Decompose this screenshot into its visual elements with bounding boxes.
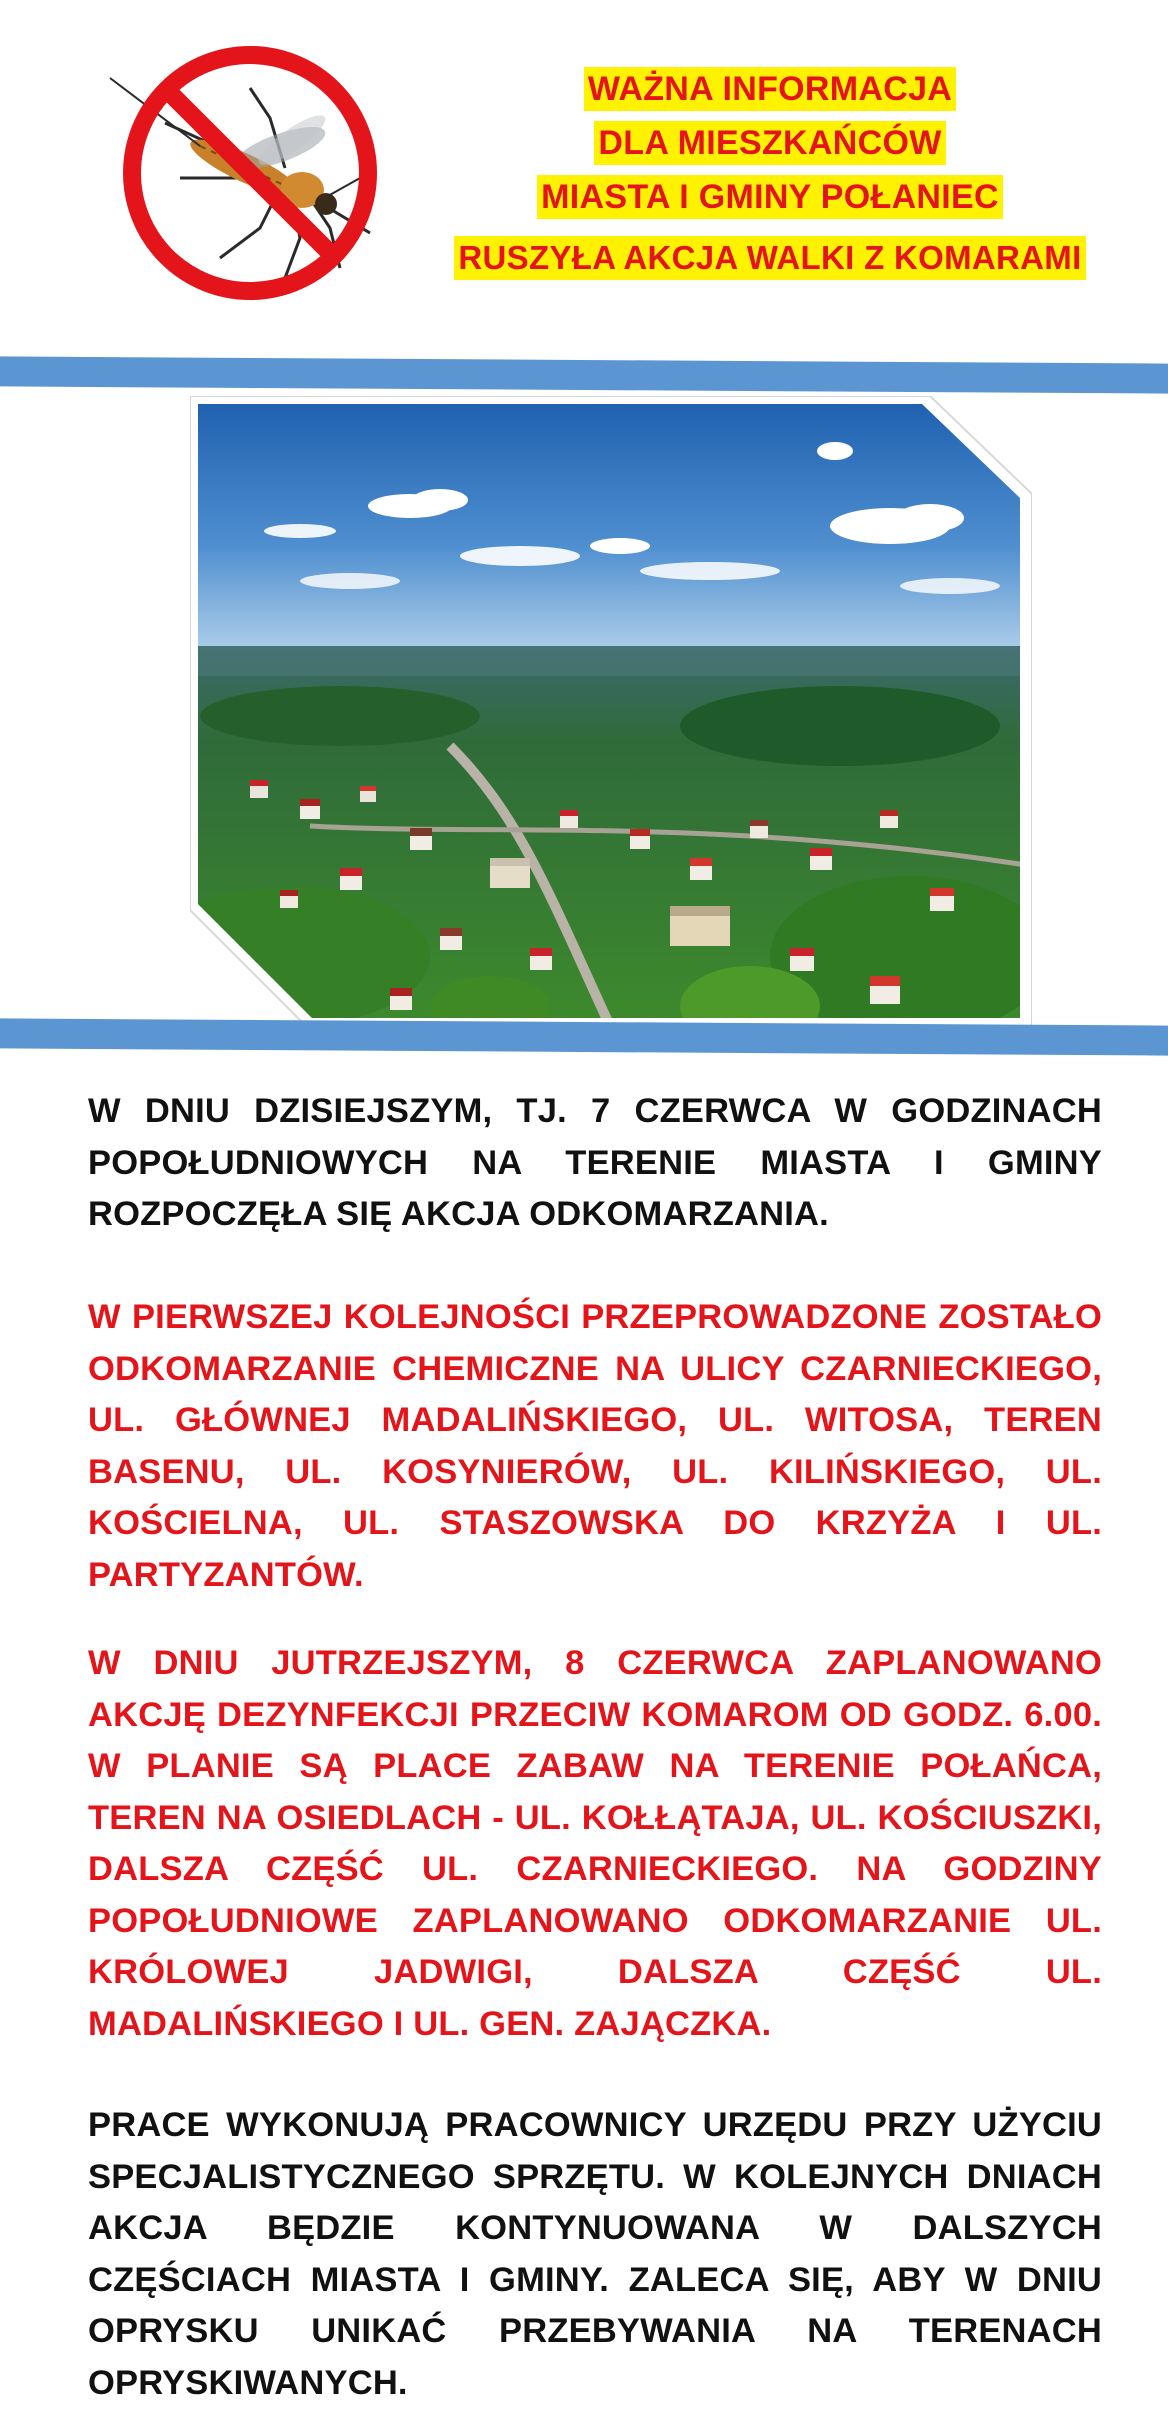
- title-line-3: MIASTA I GMINY POŁANIEC: [537, 175, 1003, 219]
- paragraph-3-container: [88, 1638, 1102, 2050]
- blue-band-bottom: [0, 1018, 1168, 1055]
- no-mosquito-icon: [70, 28, 390, 318]
- paragraph-2-container: [88, 1292, 1102, 1601]
- blue-band-top: [0, 356, 1168, 393]
- paragraph-4: PRACE WYKONUJĄ PRACOWNICY URZĘDU PRZY UŻYCIU SPECJALISTYCZNEGO SPRZĘTU. W KOLEJNYCH DNIACH AKCJA BĘDZIE KONTYNUOWANA W DALSZYCH CZĘŚCIACH MIASTA I GMINY. ZALECA SIĘ, ABY W DNIU OPRYSKU UNIKAĆ PRZEBYWANIA NA TERENACH OPRYSKIWANYCH.: [88, 2106, 1102, 2402]
- paragraph-1-container: [88, 1086, 1102, 1241]
- paragraph-4-container: [88, 2100, 1102, 2409]
- title-line-2: DLA MIESZKAŃCÓW: [594, 121, 945, 165]
- paragraph-3: W DNIU JUTRZEJSZYM, 8 CZERWCA ZAPLANOWANO AKCJĘ DEZYNFEKCJI PRZECIW KOMAROM OD GODZ. 6.00. W PLANIE SĄ PLACE ZABAW NA TERENIE POŁAŃCA, TEREN NA OSIEDLACH - UL. KOŁŁĄTAJA, UL. KOŚCIUSZKI, DALSZA CZĘŚĆ UL. CZARNIECKIEGO. NA GODZINY POPOŁUDNIOWE ZAPLANOWANO ODKOMARZANIE UL. KRÓLOWEJ JADWIGI, DALSZA CZĘŚĆ UL. MADALIŃSKIEGO I UL. GEN. ZAJĄCZKA.: [88, 1644, 1102, 2043]
- header-titles: [420, 62, 1120, 285]
- subtitle: RUSZYŁA AKCJA WALKI Z KOMARAMI: [454, 236, 1085, 280]
- title-line-1: WAŻNA INFORMACJA: [584, 67, 956, 111]
- paragraph-1: W DNIU DZISIEJSZYM, TJ. 7 CZERWCA W GODZINACH POPOŁUDNIOWYCH NA TERENIE MIASTA I GMINY ROZPOCZĘŁA SIĘ AKCJA ODKOMARZANIA.: [88, 1092, 1102, 1233]
- aerial-town-photo: [190, 396, 1032, 1026]
- paragraph-2: W PIERWSZEJ KOLEJNOŚCI PRZEPROWADZONE ZOSTAŁO ODKOMARZANIE CHEMICZNE NA ULICY CZARNIECKIEGO, UL. GŁÓWNEJ MADALIŃSKIEGO, UL. WITOSA, TEREN BASENU, UL. KOSYNIERÓW, UL. KILIŃSKIEGO, UL. KOŚCIELNA, UL. STASZOWSKA DO KRZYŻA I UL. PARTYZANTÓW.: [88, 1298, 1102, 1594]
- header: [0, 0, 1168, 340]
